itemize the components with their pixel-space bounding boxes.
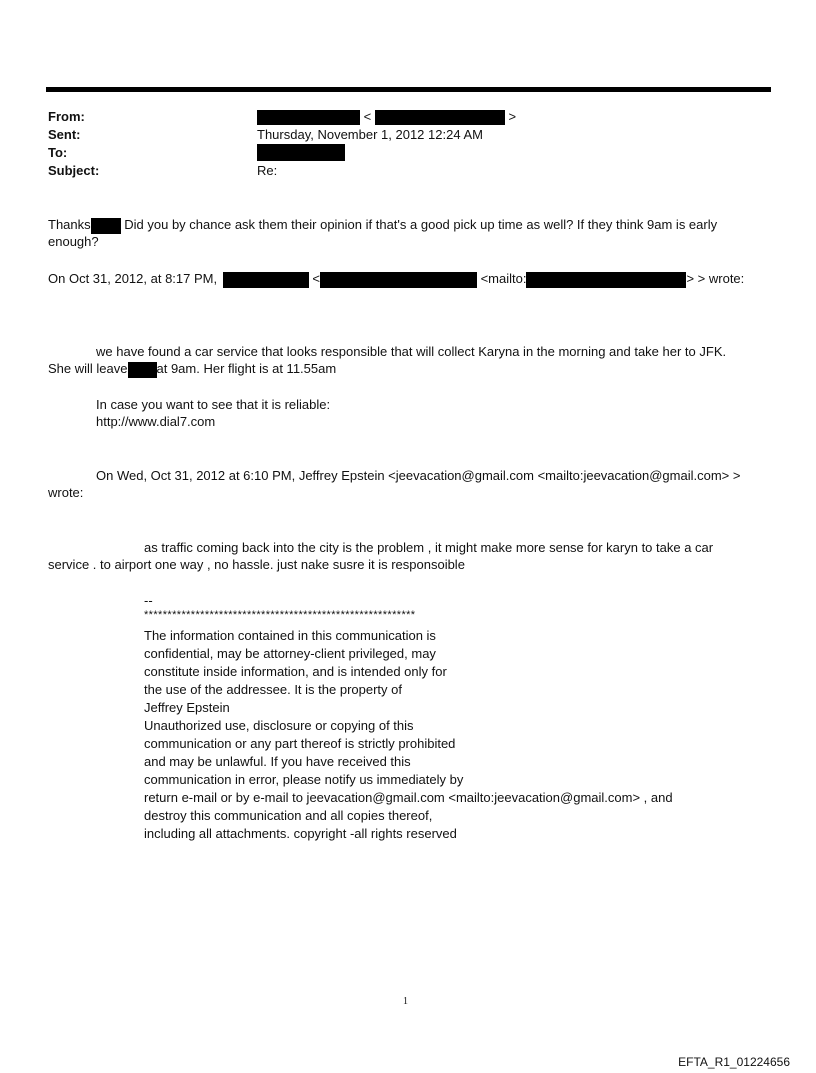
quote1-intro-mailto: <mailto: [480, 271, 527, 286]
from-label: From: [48, 109, 85, 124]
msg2-line-2: service . to airport one way , no hassle. just nake susre it is responsoible [48, 557, 465, 572]
disclaimer-line: The information contained in this communication is [144, 628, 436, 643]
msg1-text: at 9am. Her flight is at 11.55am [156, 361, 337, 376]
from-gt: > [508, 109, 517, 124]
disclaimer-line: communication in error, please notify us immediately by [144, 772, 464, 787]
redaction-box [375, 110, 505, 125]
reply-text: Thanks [48, 217, 91, 232]
disclaimer-line: communication or any part thereof is strictly prohibited [144, 736, 456, 751]
from-value [257, 108, 516, 126]
quote2-intro-line-1: On Wed, Oct 31, 2012 at 6:10 PM, Jeffrey Epstein <jeevacation@gmail.com <mailto:jeevacation@gmail.com> > [96, 468, 741, 483]
redaction-box [128, 362, 157, 378]
disclaimer-line: destroy this communication and all copies thereof, [144, 808, 433, 823]
reply-line-1 [48, 216, 717, 234]
to-value [257, 143, 345, 161]
disclaimer-line: Unauthorized use, disclosure or copying of this [144, 718, 414, 733]
disclaimer-line: confidential, may be attorney-client privileged, may [144, 646, 436, 661]
subject-value: Re: [257, 163, 278, 178]
quote2-intro-line-2: wrote: [48, 485, 84, 500]
msg1-text: She will leave [48, 361, 128, 376]
redaction-box [257, 144, 345, 161]
disclaimer-line: and may be unlawful. If you have received this [144, 754, 411, 769]
sent-label: Sent: [48, 127, 81, 142]
signature-dashes: -- [144, 593, 153, 608]
signature-stars: ********************************************************** [144, 609, 416, 621]
disclaimer-line: return e-mail or by e-mail to jeevacation@gmail.com <mailto:jeevacation@gmail.com> , and [144, 790, 673, 805]
quote1-intro [48, 270, 760, 288]
msg1-line-1: we have found a car service that looks responsible that will collect Karyna in the morning and take her to JFK. [96, 344, 727, 359]
quote1-intro-lt: < [312, 271, 320, 286]
redaction-box [526, 272, 686, 288]
page-number: 1 [403, 996, 408, 1007]
reply-line-2: enough? [48, 234, 99, 249]
disclaimer-line: the use of the addressee. It is the property of [144, 682, 402, 697]
to-label: To: [48, 145, 68, 160]
header-rule [46, 87, 771, 92]
document-id: EFTA_R1_01224656 [678, 1055, 790, 1069]
redaction-box [257, 110, 360, 125]
disclaimer-line: constitute inside information, and is intended only for [144, 664, 447, 679]
from-lt: < [363, 109, 372, 124]
msg1-link[interactable]: http://www.dial7.com [96, 414, 216, 429]
quote1-intro-text: On Oct 31, 2012, at 8:17 PM, [48, 271, 218, 286]
disclaimer-line: including all attachments. copyright -all rights reserved [144, 826, 457, 841]
redaction-box [91, 218, 121, 234]
disclaimer-line: Jeffrey Epstein [144, 700, 230, 715]
msg2-line-1: as traffic coming back into the city is the problem , it might make more sense for karyn to take a car [144, 540, 714, 555]
redaction-box [223, 272, 309, 288]
sent-value: Thursday, November 1, 2012 12:24 AM [257, 127, 483, 142]
redaction-box [320, 272, 477, 288]
subject-label: Subject: [48, 163, 100, 178]
msg1-line-3: In case you want to see that it is reliable: [96, 397, 331, 412]
reply-text: Did you by chance ask them their opinion if that's a good pick up time as well? If they think 9am is early [124, 217, 718, 232]
quote1-intro-end: > > wrote: [686, 271, 745, 286]
msg1-line-2 [48, 360, 336, 378]
